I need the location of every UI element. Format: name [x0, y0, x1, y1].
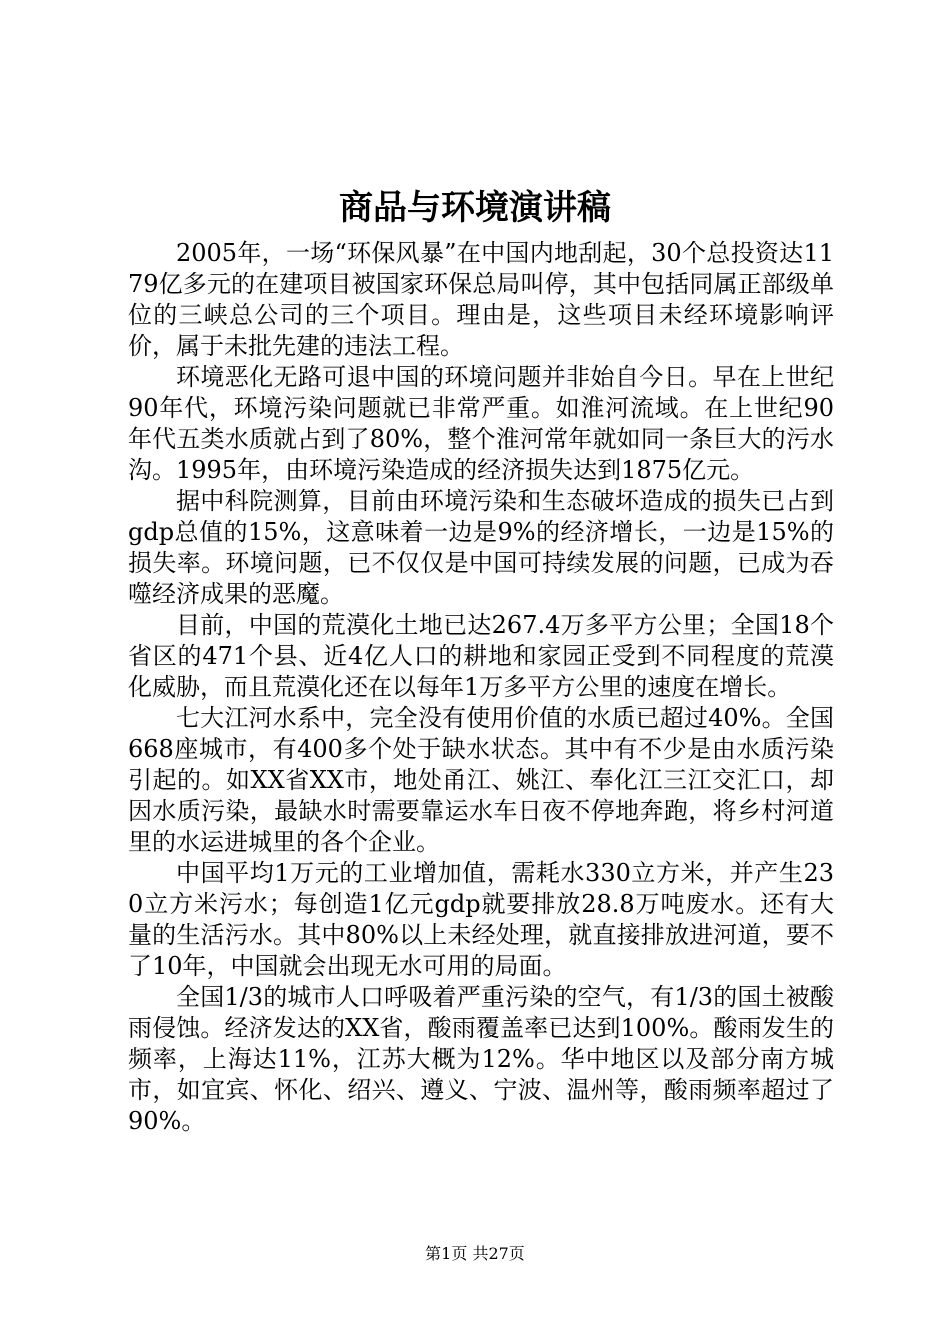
paragraph: 全国1/3的城市人口呼吸着严重污染的空气，有1/3的国土被酸雨侵蚀。经济发达的XX省，酸雨覆盖率已达到100%。酸雨发生的频率，上海达11%，江苏大概为12%。华中地区以及部分南方城市，如宜宾、怀化、绍兴、遵义、宁波、温州等，酸雨频率超过了90%。 — [128, 983, 834, 1135]
paragraph: 环境恶化无路可退中国的环境问题并非始自今日。早在上世纪90年代，环境污染问题就已非常严重。如淮河流域。在上世纪90年代五类水质就占到了80%，整个淮河常年就如同一条巨大的污水沟。1995年，由环境污染造成的经济损失达到1875亿元。 — [128, 363, 834, 484]
page-number-footer: 第1页 共27页 — [425, 1244, 525, 1263]
paragraph: 2005年，一场“环保风暴”在中国内地刮起，30个总投资达1179亿多元的在建项目被国家环保总局叫停，其中包括同属正部级单位的三峡总公司的三个项目。理由是，这些项目未经环境影响评价，属于未批先建的违法工程。 — [128, 239, 834, 360]
document-title: 商品与环境演讲稿 — [339, 188, 611, 228]
paragraph: 目前，中国的荒漠化土地已达267.4万多平方公里；全国18个省区的471个县、近4亿人口的耕地和家园正受到不同程度的荒漠化威胁，而且荒漠化还在以每年1万多平方公里的速度在增长。 — [128, 611, 834, 701]
paragraph: 七大江河水系中，完全没有使用价值的水质已超过40%。全国668座城市，有400多个处于缺水状态。其中有不少是由水质污染引起的。如XX省XX市，地处甬江、姚江、奉化江三江交汇口，却因水质污染，最缺水时需要靠运水车日夜不停地奔跑，将乡村河道里的水运进城里的各个企业。 — [128, 704, 834, 856]
document-body — [128, 238, 834, 1137]
paragraph: 中国平均1万元的工业增加值，需耗水330立方米，并产生230立方米污水；每创造1亿元gdp就要排放28.8万吨废水。还有大量的生活污水。其中80%以上未经处理，就直接排放进河道，要不了10年，中国就会出现无水可用的局面。 — [128, 859, 834, 980]
paragraph: 据中科院测算，目前由环境污染和生态破坏造成的损失已占到gdp总值的15%，这意味着一边是9%的经济增长，一边是15%的损失率。环境问题，已不仅仅是中国可持续发展的问题，已成为吞噬经济成果的恶魔。 — [128, 487, 834, 608]
